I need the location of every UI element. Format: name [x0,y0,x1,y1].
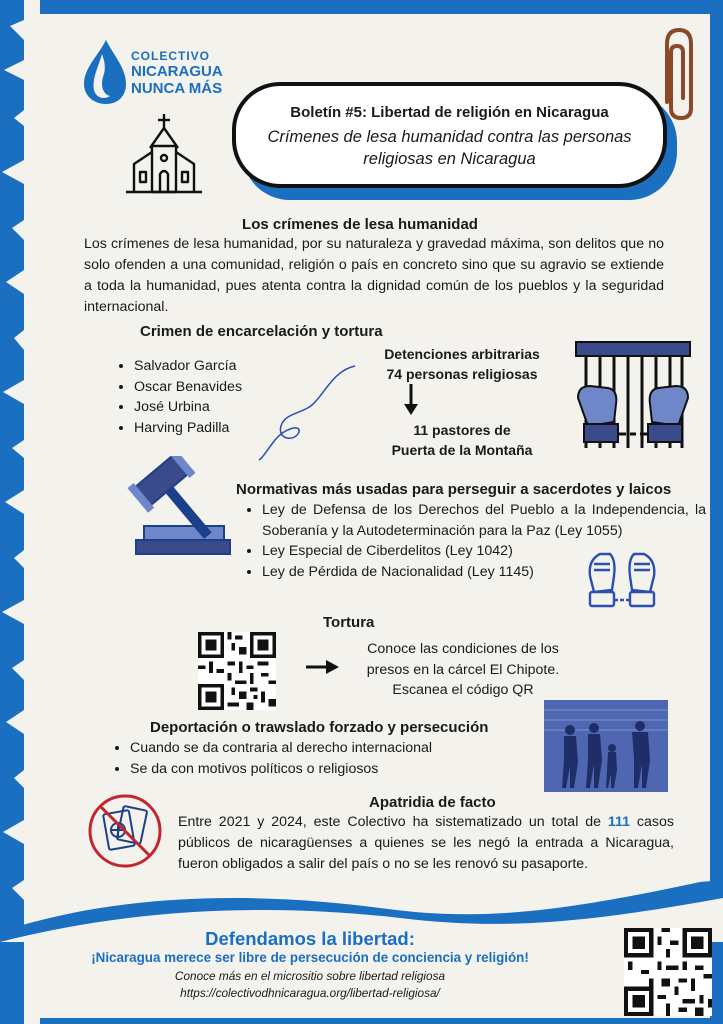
pastors-stat: 11 pastores de Puerta de la Montaña [391,422,533,458]
migrants-walking-illustration [544,700,668,792]
qr-code-microsite[interactable] [624,928,712,1016]
bulletin-title-box [232,82,667,188]
logo-line1: COLECTIVO [131,49,211,63]
statelessness-heading: Apatridia de facto [369,794,496,811]
logo-line2: NICARAGUA [131,63,223,80]
torture-text: Conoce las condiciones de los presos en la cárcel El Chipote. Escanea el código QR [366,641,560,698]
laws-heading: Normativas más usadas para perseguir a sacerdotes y laicos [236,481,672,498]
list-item: • Cuando se da contraria al derecho internacional [130,738,530,759]
statelessness-text: Entre 2021 y 2024, este Colectivo ha sistematizado un total de 111 casos públicos de nicaragüenses a quienes se les negó la entrada a Nicaragua, fueron obligados a salir del país o no se les renovó su pasaporte. [178,814,674,872]
list-item: • José Urbina [134,397,334,418]
logo-line3: NUNCA MÁS [131,80,223,97]
prison-bars-icon [574,338,692,458]
stateless-count: 111 [607,814,631,830]
torn-edge-decoration [0,0,40,1024]
bulletin-title: Boletín #5: Libertad de religión en Nicaragua [290,104,609,121]
detentions-stat: Detenciones arbitrarias 74 personas religiosas [384,346,540,382]
handcuffed-fists-icon [582,546,662,622]
gavel-icon [108,456,232,562]
footer-tagline: ¡Nicaragua merece ser libre de persecución de conciencia y religión! [91,950,529,965]
list-item: • Se da con motivos políticos o religiosos [130,759,530,780]
list-item: • Salvador García [134,356,334,377]
arrow-down-icon [402,384,420,416]
list-item: • Oscar Benavides [134,377,334,398]
deportation-heading: Deportación o trawslado forzado y persecución [150,719,489,736]
intro-heading: Los crímenes de lesa humanidad [242,216,478,233]
arrow-right-icon [306,659,340,675]
incarceration-heading: Crimen de encarcelación y tortura [140,323,383,340]
list-item: • Harving Padilla [134,418,334,439]
qr-code-chipote[interactable] [198,632,276,710]
intro-body: Los crímenes de lesa humanidad, por su naturaleza y gravedad máxima, son delitos que no solo ofenden a una comunidad, religión o país en concreto sino que su agravio se extiende a toda la humanidad, pues atenta contra la dignidad común de los pueblos y la seguridad internacional. [84,236,664,315]
list-item: • Ley de Defensa de los Derechos del Pueblo a la Independencia, la Soberanía y la Autodeterminación para la Paz (Ley 1055) [262,500,706,541]
list-item: • Ley Especial de Ciberdelitos (Ley 1042) [262,541,706,562]
deportation-list [110,738,530,779]
torture-heading: Tortura [323,614,375,631]
squiggle-decoration [255,362,365,462]
bulletin-subtitle: Crímenes de lesa humanidad contra las personas religiosas en Nicaragua [267,128,632,168]
footer-url-link[interactable]: https://colectivodhnicaragua.org/libertad-religiosa/ [180,986,440,1000]
list-item: • Ley de Pérdida de Nacionalidad (Ley 1145) [262,562,706,583]
no-passport-icon [86,792,164,870]
footer-more-info: Conoce más en el micrositio sobre libertad religiosa [174,969,446,983]
church-icon [124,112,204,194]
logo-drop-icon [80,38,130,106]
footer-slogan: Defendamos la libertad: [205,928,415,949]
